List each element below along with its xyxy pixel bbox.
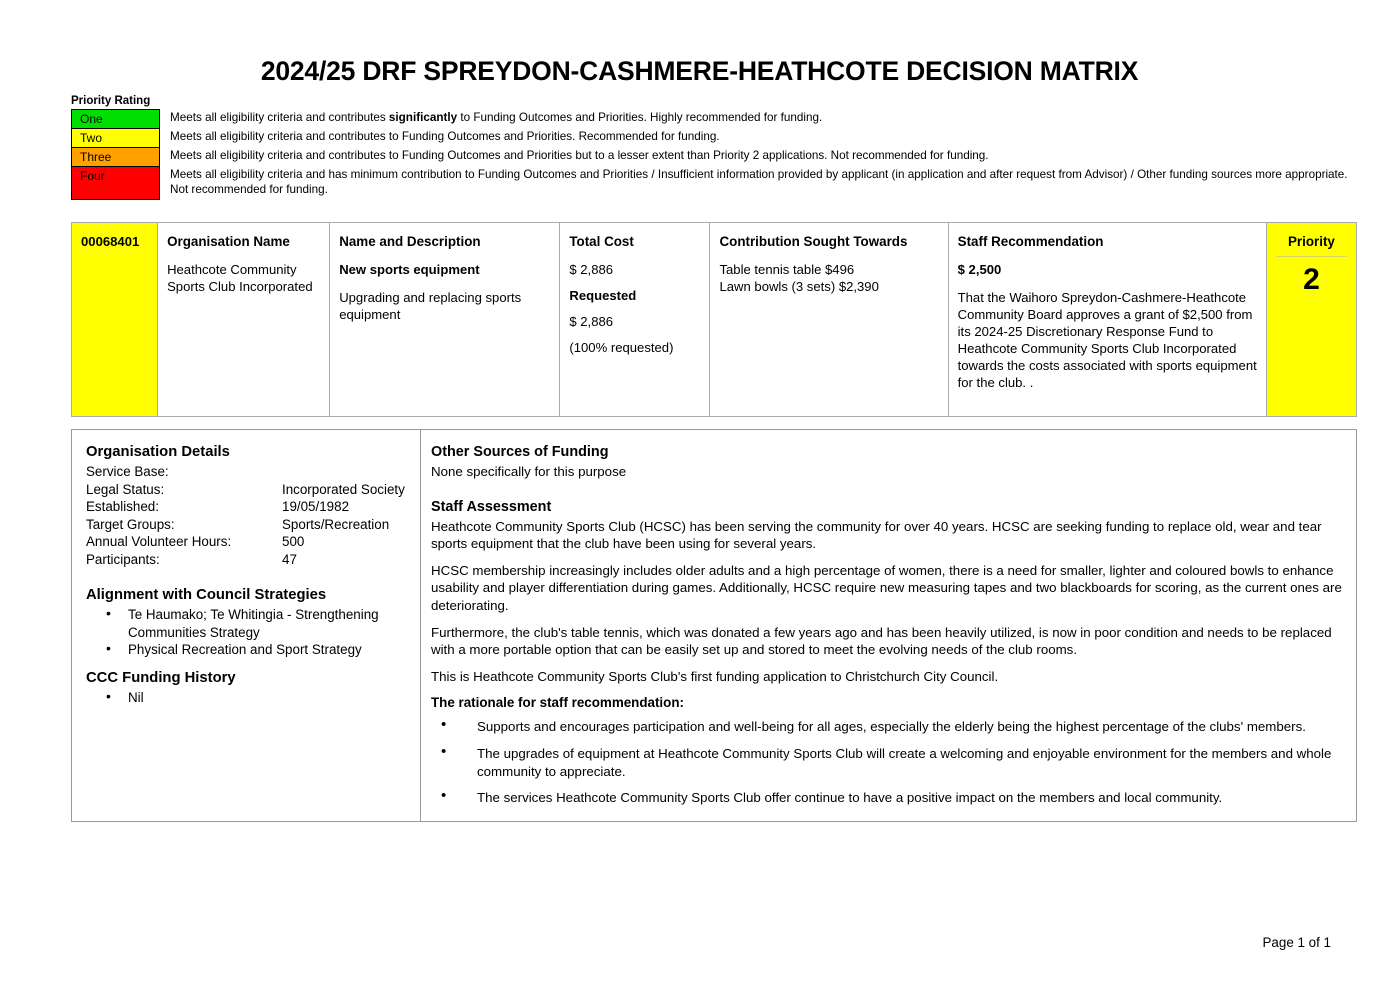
legend-description-two: Meets all eligibility criteria and contributes to Funding Outcomes and Priorities. Recommended for funding. (170, 129, 720, 143)
detail-row (86, 481, 410, 499)
alignment-list (86, 606, 410, 659)
organisation-name-cell (158, 223, 330, 417)
project-name-cell (330, 223, 560, 417)
requested-label: Requested (569, 288, 637, 303)
organisation-name-header: Organisation Name (167, 234, 290, 249)
detail-key: Service Base: (86, 464, 169, 479)
detail-value (282, 463, 410, 481)
detail-row (86, 463, 410, 481)
detail-value: Sports/Recreation (282, 516, 390, 532)
legend-row-three (72, 148, 1362, 167)
project-description: Upgrading and replacing sports equipment (339, 290, 522, 322)
project-header: Name and Description (339, 234, 481, 249)
contribution-sought-cell (710, 223, 948, 417)
requested-value: $ 2,886 (569, 314, 614, 329)
detail-value: 19/05/1982 (282, 499, 350, 514)
detail-value: 500 (282, 534, 305, 549)
page-title: 2024/25 DRF SPREYDON-CASHMERE-HEATHCOTE DECISION MATRIX (260, 56, 1139, 86)
contribution-header: Contribution Sought Towards (719, 234, 908, 249)
detail-value: 47 (282, 551, 297, 567)
alignment-heading: Alignment with Council Strategies (86, 587, 327, 603)
assessment-paragraph: Heathcote Community Sports Club (HCSC) has been serving the community for over 40 years. HCSC are seeking funding to replace old, wear and tear sports equipment that the club have been using for several years. (431, 518, 1322, 552)
total-cost-header: Total Cost (569, 234, 634, 249)
list-item: • Physical Recreation and Sport Strategy (106, 641, 410, 659)
detail-key: Target Groups: (86, 516, 175, 532)
assessment-column (421, 430, 1356, 821)
legend-row-four (72, 167, 1362, 200)
organisation-details-heading: Organisation Details (86, 444, 230, 460)
legend-description-three: Meets all eligibility criteria and contributes to Funding Outcomes and Priorities but to a lesser extent than Priority 2 applications. Not recommended for funding. (170, 148, 989, 162)
legend-description-one (160, 110, 1362, 129)
organisation-details-column (72, 430, 421, 821)
legend-description-four: Meets all eligibility criteria and has minimum contribution to Funding Outcomes and Priorities / Insufficient information provided by applicant (in application and after request from Advisor) / Other funding sources more appropriate. Not recommended for funding. (170, 167, 1348, 196)
priority-label: Priority (1276, 233, 1347, 257)
detail-key: Participants: (86, 551, 160, 567)
list-item: • Te Haumako; Te Whitingia - Strengthening Communities Strategy (106, 606, 410, 641)
detail-key: Established: (86, 499, 159, 514)
recommendation-text: That the Waihoro Spreydon-Cashmere-Heathcote Community Board approves a grant of $2,500 from its 2024-25 Discretionary Response Fund to Heathcote Community Sports Club Incorporated towards the costs associated with sports equipment for the club. . (957, 290, 1257, 390)
detail-key: Legal Status: (86, 481, 165, 497)
list-item: • Nil (106, 689, 410, 707)
rationale-list (431, 718, 1344, 806)
legend-table (71, 109, 1362, 200)
assessment-paragraph: Furthermore, the club's table tennis, which was donated a few years ago and has been heavily utilized, is now in poor condition and needs to be replaced with a more portable option that can be easily set up and stored to meet the evolving needs of the club rooms. (431, 624, 1332, 658)
legend-row-two (72, 129, 1362, 148)
legend-desc-pre-one: Meets all eligibility criteria and contributes (170, 110, 389, 124)
detail-panel (71, 429, 1357, 822)
total-cost-cell (560, 223, 710, 417)
project-name: New sports equipment (339, 262, 480, 277)
assessment-paragraph: HCSC membership increasingly includes older adults and a high percentage of women, there is a need for smaller, lighter and coloured bowls to enhance usability and player differentiation during games. Additionally, HCSC require new measuring tapes and two blackboards for scoring, as the current ones are deteriorating. (431, 562, 1342, 613)
detail-key: Annual Volunteer Hours: (86, 534, 232, 549)
spacer (86, 659, 410, 668)
organisation-name-value: Heathcote Community Sports Club Incorporated (167, 262, 313, 294)
legend-desc-bold-one: significantly (388, 110, 458, 124)
list-item: • Supports and encourages participation and well-being for all ages, especially the elderly being the highest percentage of the clubs' members. (441, 718, 1344, 736)
detail-row (86, 498, 410, 516)
legend-row-one (72, 110, 1362, 129)
legend-desc-post-one: to Funding Outcomes and Priorities. Highly recommended for funding. (457, 110, 823, 124)
legend-swatch-two: Two (72, 129, 160, 148)
staff-recommendation-cell (948, 223, 1266, 417)
legend-swatch-three: Three (72, 148, 160, 167)
detail-row (86, 551, 410, 569)
priority-value: 2 (1303, 263, 1320, 296)
other-funding-heading: Other Sources of Funding (431, 444, 609, 460)
legend-heading: Priority Rating (71, 95, 151, 107)
staff-assessment-heading: Staff Assessment (431, 498, 552, 515)
recommendation-amount: $ 2,500 (957, 262, 1002, 277)
requested-percent: (100% requested) (569, 340, 674, 355)
contribution-item: Lawn bowls (3 sets) $2,390 (719, 279, 879, 294)
spacer (431, 481, 1344, 497)
rationale-heading: The rationale for staff recommendation: (431, 695, 684, 711)
organisation-details-table (86, 463, 410, 568)
page-footer: Page 1 of 1 (1262, 935, 1331, 950)
legend-swatch-one: One (72, 110, 160, 129)
funding-history-list (86, 689, 410, 707)
priority-cell (1266, 223, 1356, 417)
list-item: • The services Heathcote Community Sports Club offer continue to have a positive impact on the members and local community. (441, 789, 1344, 807)
staff-recommendation-header: Staff Recommendation (957, 234, 1104, 249)
total-cost-value: $ 2,886 (569, 262, 614, 277)
detail-row (86, 516, 410, 534)
application-summary-table (71, 222, 1357, 417)
contribution-item: Table tennis table $496 (719, 262, 855, 277)
spacer (86, 568, 410, 585)
other-funding-text: None specifically for this purpose (431, 464, 627, 479)
application-row (72, 223, 1357, 417)
application-id-cell: 00068401 (72, 223, 158, 417)
assessment-paragraph: This is Heathcote Community Sports Club's first funding application to Christchurch City Council. (431, 668, 999, 684)
priority-rating-legend (71, 95, 1361, 200)
funding-history-heading: CCC Funding History (86, 669, 236, 686)
legend-swatch-four: Four (72, 167, 160, 200)
detail-value: Incorporated Society (282, 481, 405, 497)
detail-row (86, 533, 410, 551)
list-item: • The upgrades of equipment at Heathcote Community Sports Club will create a welcoming and enjoyable environment for the members and whole community to appreciate. (441, 745, 1344, 780)
